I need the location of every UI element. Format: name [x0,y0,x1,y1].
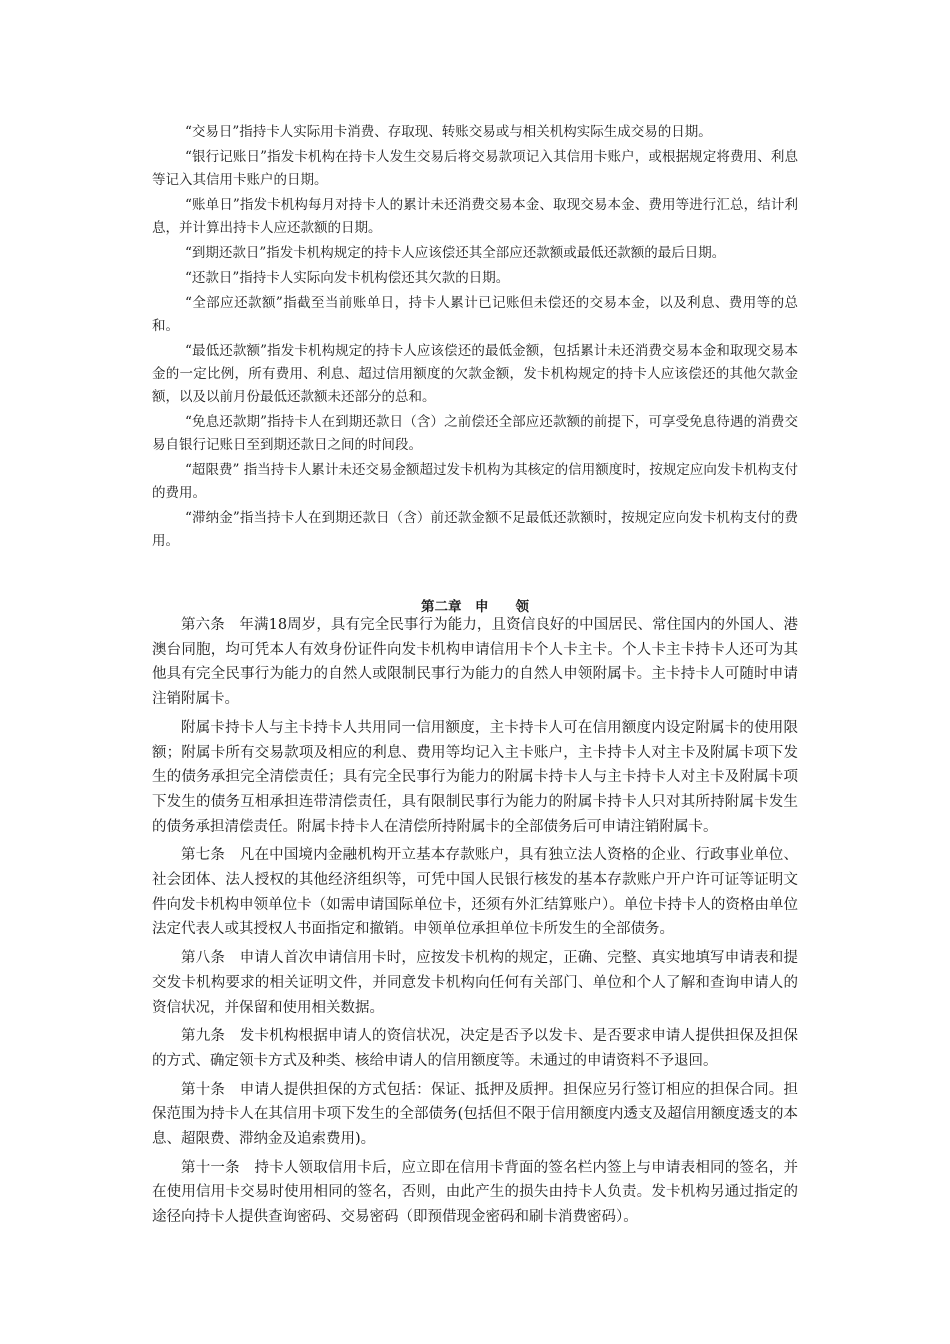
definition-late-fee: “滞纳金”指当持卡人在到期还款日（含）前还款金额不足最低还款额时，按规定应向发卡机构支付的费用。 [152,510,798,549]
definition-minimum-payment: “最低还款额”指发卡机构规定的持卡人应该偿还的最低金额，包括累计未还消费交易本金和取现交易本金的一定比例，所有费用、利息、超过信用额度的欠款金额，发卡机构规定的持卡人应该偿还的其他欠款金额，以及以前月份最低还款额未还部分的总和。 [152,343,798,405]
definition-statement-day: “账单日”指发卡机构每月对持卡人的累计未还消费交易本金、取现交易本金、费用等进行汇总，结计利息，并计算出持卡人应还款额的日期。 [152,197,798,236]
definitions-section [152,121,798,555]
definition-trade-day: “交易日”指持卡人实际用卡消费、存取现、转账交易或与相关机构实际生成交易的日期。 [185,124,712,140]
definition-interest-free-period: “免息还款期”指持卡人在到期还款日（含）之前偿还全部应还款额的前提下，可享受免息待遇的消费交易自银行记账日至到期还款日之间的时间段。 [152,414,798,453]
article-6-supplementary: 附属卡持卡人与主卡持卡人共用同一信用额度，主卡持卡人可在信用额度内设定附属卡的使用限额；附属卡所有交易款项及相应的利息、费用等均记入主卡账户，主卡持卡人对主卡及附属卡项下发生的债务承担完全清偿责任；具有完全民事行为能力的附属卡持卡人与主卡持卡人对主卡及附属卡项下发生的债务互相承担连带清偿责任，具有限制民事行为能力的附属卡持卡人只对其所持附属卡发生的债务承担清偿责任。附属卡持卡人在清偿所持附属卡的全部债务后可申请注销附属卡。 [152,719,798,835]
definition-repayment-day: “还款日”指持卡人实际向发卡机构偿还其欠款的日期。 [185,270,510,286]
article-9: 第九条 发卡机构根据申请人的资信状况，决定是否予以发卡、是否要求申请人提供担保及担保的方式、确定领卡方式及种类、核给申请人的信用额度等。未通过的申请资料不予退回。 [152,1028,798,1069]
article-8: 第八条 申请人首次申请信用卡时，应按发卡机构的规定，正确、完整、真实地填写申请表和提交发卡机构要求的相关证明文件，并同意发卡机构向任何有关部门、单位和个人了解和查询申请人的资信状况，并保留和使用相关数据。 [152,950,798,1016]
article-11: 第十一条 持卡人领取信用卡后，应立即在信用卡背面的签名栏内签上与申请表相同的签名，并在使用信用卡交易时使用相同的签名，否则，由此产生的损失由持卡人负责。发卡机构另通过指定的途径向持卡人提供查询密码、交易密码（即预借现金密码和刷卡消费密码）。 [152,1159,798,1226]
chapter-title: 第二章 申 领 [421,599,529,615]
articles-section [152,613,798,1234]
definition-over-limit-fee: “超限费” 指当持卡人累计未还交易金额超过发卡机构为其核定的信用额度时，按规定应向发卡机构支付的费用。 [152,462,798,501]
article-6: 第六条 年满18周岁，具有完全民事行为能力，且资信良好的中国居民、常住国内的外国人、港澳台同胞，均可凭本人有效身份证件向发卡机构申请信用卡个人卡主卡。个人卡主卡持卡人还可为其他具有完全民事行为能力的自然人或限制民事行为能力的自然人申领附属卡。主卡持卡人可随时申请注销附属卡。 [152,617,798,708]
definition-bank-posting-day: “银行记账日”指发卡机构在持卡人发生交易后将交易款项记入其信用卡账户，或根据规定将费用、利息等记入其信用卡账户的日期。 [152,149,798,188]
article-7: 第七条 凡在中国境内金融机构开立基本存款账户，具有独立法人资格的企业、行政事业单位、社会团体、法人授权的其他经济组织等，可凭中国人民银行核发的基本存款账户开户许可证等证明文件向发卡机构申领单位卡（如需申请国际单位卡，还须有外汇结算账户）。单位卡持卡人的资格由单位法定代表人或其授权人书面指定和撤销。申领单位承担单位卡所发生的全部债务。 [152,847,798,938]
article-10: 第十条 申请人提供担保的方式包括：保证、抵押及质押。担保应另行签订相应的担保合同。担保范围为持卡人在其信用卡项下发生的全部债务(包括但不限于信用额度内透支及超信用额度透支的本息、超限费、滞纳金及追索费用)。 [152,1081,798,1148]
definition-full-balance: “全部应还款额”指截至当前账单日，持卡人累计已记账但未偿还的交易本金，以及利息、费用等的总和。 [152,295,798,334]
definition-due-date: “到期还款日”指发卡机构规定的持卡人应该偿还其全部应还款额或最低还款额的最后日期。 [185,245,726,261]
